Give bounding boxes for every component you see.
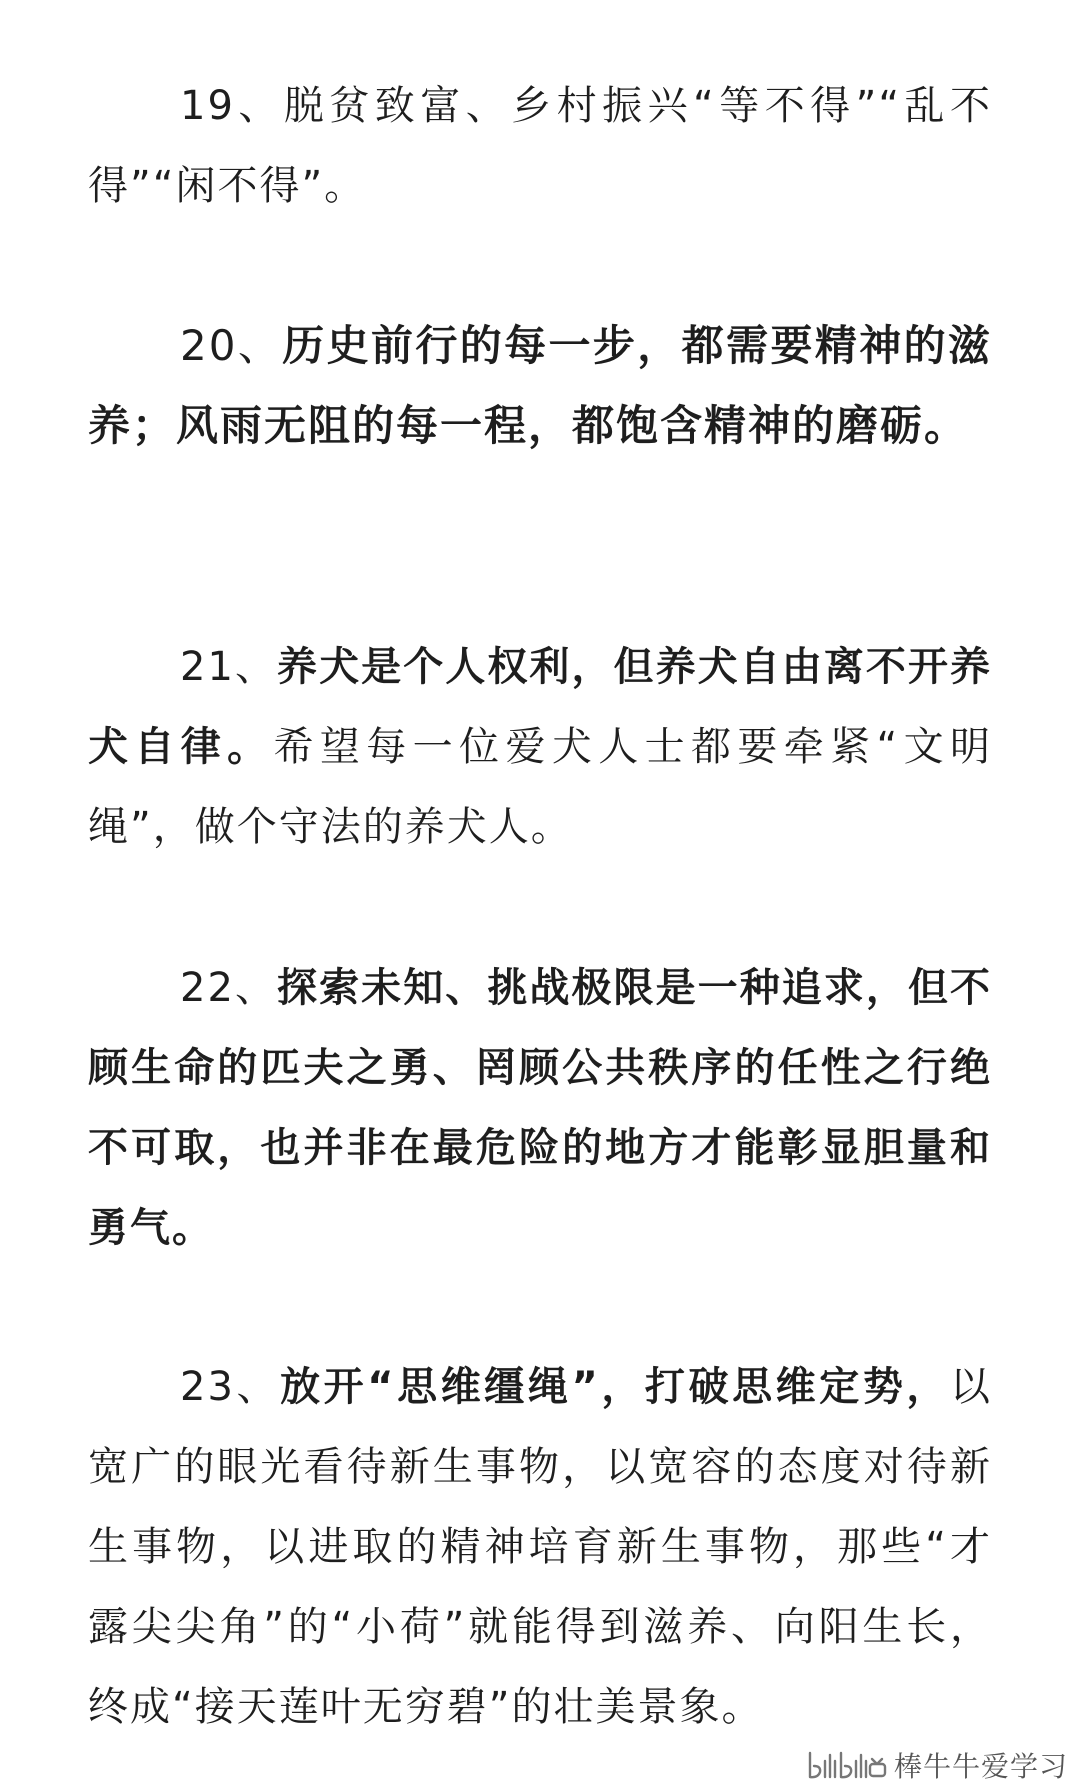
paragraph-bold-text: 放开“思维缰绳”，打破思维定势， — [280, 1364, 951, 1410]
paragraph-text: 希望每一位爱犬人士都要牵紧“文明绳”，做个守法的养犬人。 — [88, 724, 992, 850]
paragraph-text: 以宽广的眼光看待新生事物，以宽容的态度对待新生事物，以进取的精神培育新生事物，那些“才露尖尖角”的“小荷”就能得到滋养、向阳生长，终成“接天莲叶无穷碧”的壮美景象。 — [88, 1364, 993, 1730]
paragraph-number: 20、 — [180, 321, 283, 370]
paragraph-20 — [88, 306, 992, 466]
paragraph-text: 历史前行的每一步，都需要精神的滋养；风雨无阻的每一程，都饱含精神的磨砺。 — [88, 321, 992, 450]
paragraph-text: 脱贫致富、乡村振兴“等不得”“乱不得”“闲不得”。 — [88, 83, 993, 209]
paragraph-19 — [88, 66, 992, 226]
bilibili-logo-icon — [806, 1747, 888, 1783]
paragraph-number: 21、 — [180, 644, 278, 690]
watermark — [800, 1743, 1074, 1787]
paragraph-22 — [88, 948, 992, 1268]
paragraph-bold-text: 养犬是个人权利，但养犬自由离不开养犬自律。 — [88, 644, 993, 770]
paragraph-number: 23、 — [180, 1364, 281, 1410]
watermark-text: 棒牛牛爱学习 — [893, 1750, 1068, 1783]
paragraph-23 — [88, 1347, 992, 1747]
paragraph-number: 19、 — [180, 83, 284, 129]
paragraph-text: 探索未知、挑战极限是一种追求，但不顾生命的匹夫之勇、罔顾公共秩序的任性之行绝不可取，也并非在最危险的地方才能彰显胆量和勇气。 — [88, 965, 993, 1251]
paragraph-21 — [88, 627, 992, 867]
paragraph-number: 22、 — [180, 965, 278, 1011]
